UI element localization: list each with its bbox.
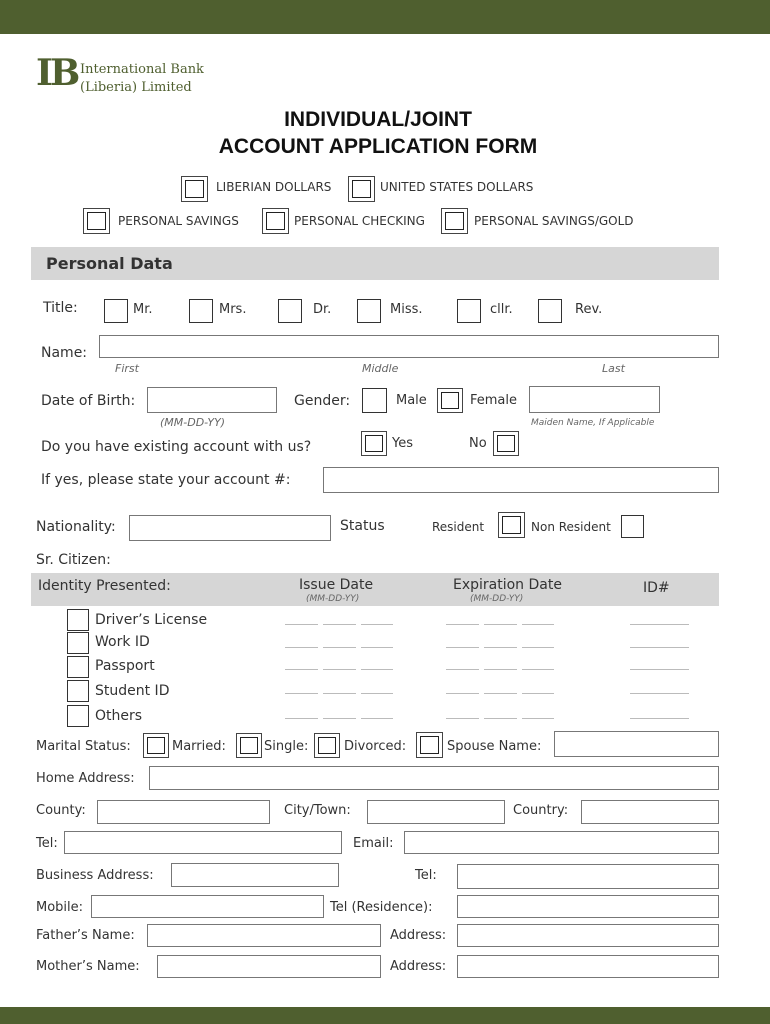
expiration-date-header: Expiration Date bbox=[453, 577, 562, 593]
existing-no-checkbox[interactable] bbox=[493, 431, 519, 456]
identity-blank-line[interactable] bbox=[522, 624, 554, 625]
name-first-hint: First bbox=[115, 362, 139, 375]
identity-blank-line[interactable] bbox=[361, 669, 393, 670]
nationality-label: Nationality: bbox=[36, 519, 116, 535]
business-address-input[interactable] bbox=[171, 863, 339, 887]
identity-blank-line[interactable] bbox=[323, 669, 356, 670]
spouse-name-label: Spouse Name: bbox=[447, 739, 542, 754]
gender-label: Gender: bbox=[294, 393, 351, 409]
name-input[interactable] bbox=[99, 335, 719, 358]
title-dr-label: Dr. bbox=[313, 302, 332, 317]
form-title-line1: INDIVIDUAL/JOINT bbox=[284, 108, 472, 131]
nationality-input[interactable] bbox=[129, 515, 331, 541]
father-name-label: Father’s Name: bbox=[36, 928, 135, 943]
mother-address-input[interactable] bbox=[457, 955, 719, 978]
tel-label: Tel: bbox=[36, 836, 58, 851]
issue-date-header: Issue Date bbox=[299, 577, 374, 593]
identity-blank-line[interactable] bbox=[630, 647, 689, 648]
resident-checkbox[interactable] bbox=[498, 512, 525, 538]
spouse-name-input[interactable] bbox=[554, 731, 719, 757]
expiration-date-hint: (MM-DD-YY) bbox=[470, 594, 524, 604]
identity-blank-line[interactable] bbox=[446, 718, 479, 719]
identity-title: Identity Presented: bbox=[38, 578, 171, 594]
personal-savings-checkbox[interactable] bbox=[83, 208, 110, 234]
student-id-checkbox[interactable] bbox=[67, 680, 89, 702]
existing-account-label: Do you have existing account with us? bbox=[41, 439, 312, 455]
personal-gold-label: PERSONAL SAVINGS/GOLD bbox=[474, 214, 634, 228]
work-id-checkbox[interactable] bbox=[67, 632, 89, 654]
title-cllr-label: cllr. bbox=[490, 302, 513, 317]
county-input[interactable] bbox=[97, 800, 270, 824]
logo-mark: IB bbox=[36, 52, 78, 94]
divorced-label: Divorced: bbox=[344, 739, 407, 754]
identity-blank-line[interactable] bbox=[630, 669, 689, 670]
identity-blank-line[interactable] bbox=[484, 693, 517, 694]
identity-blank-line[interactable] bbox=[285, 718, 318, 719]
account-number-input[interactable] bbox=[323, 467, 719, 493]
mobile-input[interactable] bbox=[91, 895, 324, 918]
identity-blank-line[interactable] bbox=[446, 624, 479, 625]
usd-label: UNITED STATES DOLLARS bbox=[380, 180, 534, 194]
email-input[interactable] bbox=[404, 831, 719, 854]
identity-blank-line[interactable] bbox=[323, 624, 356, 625]
title-dr-checkbox[interactable] bbox=[278, 299, 302, 323]
drivers-license-label: Driver’s License bbox=[95, 612, 208, 628]
city-town-input[interactable] bbox=[367, 800, 505, 824]
married-label: Married: bbox=[172, 739, 226, 754]
top-brand-bar bbox=[0, 0, 770, 34]
bottom-brand-bar bbox=[0, 1007, 770, 1024]
identity-blank-line[interactable] bbox=[323, 693, 356, 694]
non-resident-label: Non Resident bbox=[531, 520, 611, 534]
home-address-input[interactable] bbox=[149, 766, 719, 790]
identity-blank-line[interactable] bbox=[484, 669, 517, 670]
identity-blank-line[interactable] bbox=[361, 718, 393, 719]
country-label: Country: bbox=[513, 803, 569, 818]
single-label: Single: bbox=[264, 739, 309, 754]
name-middle-hint: Middle bbox=[362, 362, 399, 375]
title-label: Title: bbox=[43, 300, 78, 316]
form-title-line2: ACCOUNT APPLICATION FORM bbox=[218, 135, 538, 158]
business-tel-input[interactable] bbox=[457, 864, 719, 889]
email-label: Email: bbox=[353, 836, 394, 851]
title-mrs-label: Mrs. bbox=[219, 302, 247, 317]
identity-blank-line[interactable] bbox=[522, 693, 554, 694]
bank-logo bbox=[36, 48, 216, 98]
identity-blank-line[interactable] bbox=[323, 647, 356, 648]
personal-checking-label: PERSONAL CHECKING bbox=[294, 214, 425, 228]
identity-blank-line[interactable] bbox=[446, 647, 479, 648]
business-address-label: Business Address: bbox=[36, 868, 154, 883]
passport-checkbox[interactable] bbox=[67, 656, 89, 678]
identity-blank-line[interactable] bbox=[630, 693, 689, 694]
identity-blank-line[interactable] bbox=[522, 669, 554, 670]
logo-name-line2: (Liberia) Limited bbox=[80, 80, 192, 95]
non-resident-checkbox[interactable] bbox=[621, 515, 644, 538]
dob-input[interactable] bbox=[147, 387, 277, 413]
maiden-name-input[interactable] bbox=[529, 386, 660, 413]
home-address-label: Home Address: bbox=[36, 771, 135, 786]
identity-blank-line[interactable] bbox=[484, 624, 517, 625]
divorced-checkbox[interactable] bbox=[314, 733, 340, 758]
tel-input[interactable] bbox=[64, 831, 342, 854]
identity-blank-line[interactable] bbox=[522, 718, 554, 719]
identity-blank-line[interactable] bbox=[323, 718, 356, 719]
father-address-label: Address: bbox=[390, 928, 447, 943]
country-input[interactable] bbox=[581, 800, 719, 824]
single-checkbox[interactable] bbox=[236, 733, 262, 758]
married-checkbox[interactable] bbox=[143, 733, 169, 758]
title-rev-label: Rev. bbox=[575, 302, 603, 317]
existing-no-label: No bbox=[469, 436, 487, 451]
identity-blank-line[interactable] bbox=[630, 718, 689, 719]
personal-gold-checkbox[interactable] bbox=[441, 208, 468, 234]
work-id-label: Work ID bbox=[95, 634, 150, 650]
others-label: Others bbox=[95, 708, 143, 724]
name-label: Name: bbox=[41, 345, 88, 361]
personal-checking-checkbox[interactable] bbox=[262, 208, 289, 234]
identity-blank-line[interactable] bbox=[361, 647, 393, 648]
status-label: Status bbox=[340, 518, 385, 534]
gender-female-checkbox[interactable] bbox=[437, 388, 463, 413]
gender-female-label: Female bbox=[470, 393, 518, 408]
drivers-license-checkbox[interactable] bbox=[67, 609, 89, 631]
gender-male-label: Male bbox=[396, 393, 427, 408]
title-cllr-checkbox[interactable] bbox=[457, 299, 481, 323]
identity-blank-line[interactable] bbox=[361, 693, 393, 694]
city-town-label: City/Town: bbox=[284, 803, 351, 818]
spouse-checkbox[interactable] bbox=[416, 732, 443, 758]
lrd-label: LIBERIAN DOLLARS bbox=[216, 180, 332, 194]
passport-label: Passport bbox=[95, 658, 155, 674]
identity-blank-line[interactable] bbox=[484, 647, 517, 648]
father-name-input[interactable] bbox=[147, 924, 381, 947]
issue-date-hint: (MM-DD-YY) bbox=[306, 594, 360, 604]
identity-blank-line[interactable] bbox=[285, 624, 318, 625]
identity-blank-line[interactable] bbox=[446, 693, 479, 694]
tel-residence-label: Tel (Residence): bbox=[330, 900, 433, 915]
title-miss-checkbox[interactable] bbox=[357, 299, 381, 323]
senior-citizen-label: Sr. Citizen: bbox=[36, 552, 111, 568]
mother-address-label: Address: bbox=[390, 959, 447, 974]
mother-name-input[interactable] bbox=[157, 955, 381, 978]
resident-label: Resident bbox=[432, 520, 485, 534]
personal-data-header bbox=[31, 247, 719, 280]
identity-blank-line[interactable] bbox=[285, 669, 318, 670]
existing-yes-label: Yes bbox=[392, 436, 413, 451]
identity-blank-line[interactable] bbox=[285, 693, 318, 694]
maiden-name-hint: Maiden Name, If Applicable bbox=[531, 418, 655, 428]
account-number-label: If yes, please state your account #: bbox=[41, 472, 291, 488]
business-tel-label: Tel: bbox=[415, 868, 437, 883]
title-mrs-checkbox[interactable] bbox=[189, 299, 213, 323]
gender-male-checkbox[interactable] bbox=[362, 388, 387, 413]
student-id-label: Student ID bbox=[95, 683, 170, 699]
others-checkbox[interactable] bbox=[67, 705, 89, 727]
identity-blank-line[interactable] bbox=[361, 624, 393, 625]
county-label: County: bbox=[36, 803, 86, 818]
marital-status-label: Marital Status: bbox=[36, 739, 131, 754]
father-address-input[interactable] bbox=[457, 924, 719, 947]
id-number-header: ID# bbox=[643, 580, 670, 596]
form-title bbox=[0, 106, 756, 160]
lrd-checkbox[interactable] bbox=[181, 176, 208, 202]
identity-blank-line[interactable] bbox=[285, 647, 318, 648]
title-rev-checkbox[interactable] bbox=[538, 299, 562, 323]
identity-blank-line[interactable] bbox=[630, 624, 689, 625]
title-mr-checkbox[interactable] bbox=[104, 299, 128, 323]
existing-yes-checkbox[interactable] bbox=[361, 431, 387, 456]
mobile-label: Mobile: bbox=[36, 900, 84, 915]
dob-label: Date of Birth: bbox=[41, 393, 136, 409]
logo-name-line1: International Bank bbox=[80, 62, 204, 77]
identity-blank-line[interactable] bbox=[522, 647, 554, 648]
mother-name-label: Mother’s Name: bbox=[36, 959, 140, 974]
personal-savings-label: PERSONAL SAVINGS bbox=[118, 214, 239, 228]
identity-blank-line[interactable] bbox=[484, 718, 517, 719]
usd-checkbox[interactable] bbox=[348, 176, 375, 202]
title-miss-label: Miss. bbox=[390, 302, 423, 317]
personal-data-title: Personal Data bbox=[46, 254, 173, 273]
dob-hint: (MM-DD-YY) bbox=[160, 416, 226, 429]
identity-blank-line[interactable] bbox=[446, 669, 479, 670]
name-last-hint: Last bbox=[602, 362, 625, 375]
tel-residence-input[interactable] bbox=[457, 895, 719, 918]
title-mr-label: Mr. bbox=[133, 302, 153, 317]
